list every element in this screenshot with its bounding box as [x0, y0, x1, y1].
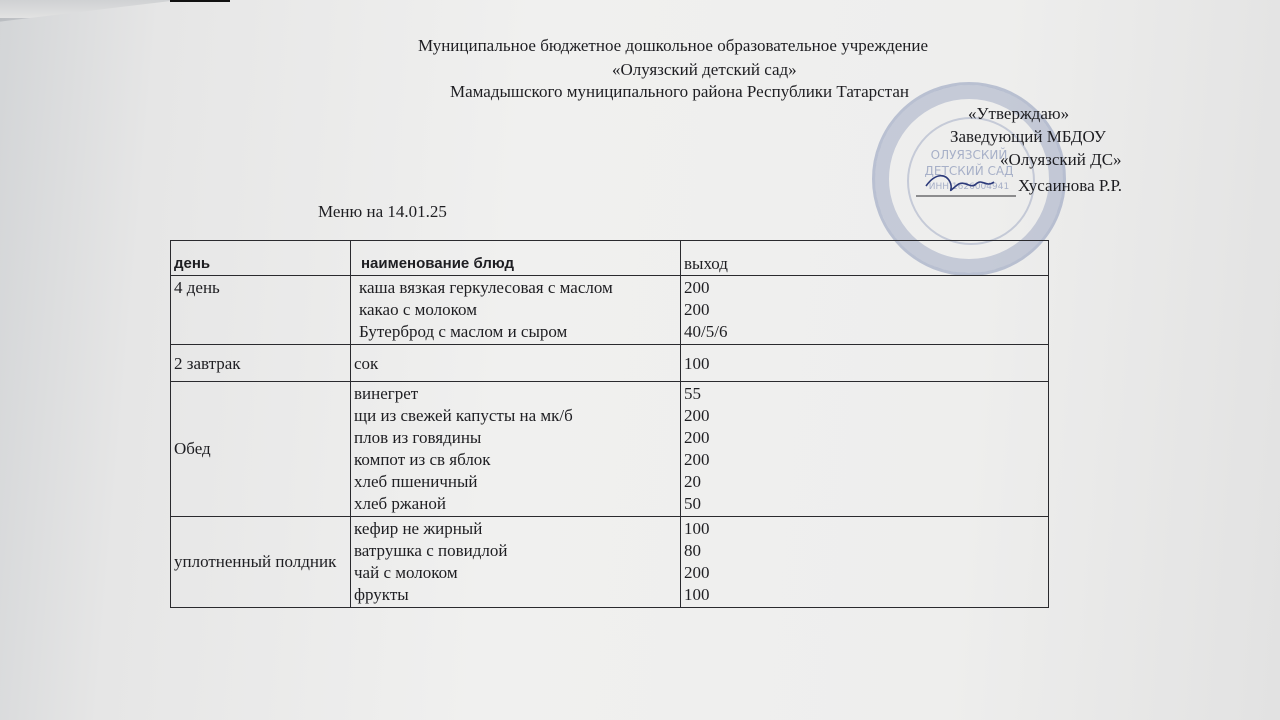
org-name-line2: «Олуязский детский сад»	[612, 60, 797, 79]
dish-item: фрукты	[354, 585, 409, 604]
dish-item: ватрушка с повидлой	[354, 541, 508, 560]
table-row	[171, 517, 1049, 608]
meal-name: 4 день	[171, 276, 351, 345]
portion-value: 200	[684, 300, 710, 319]
dish-item: хлеб пшеничный	[354, 472, 478, 491]
table-header-row	[171, 241, 1049, 276]
portion-value: 200	[684, 428, 710, 447]
meal-name: уплотненный полдник	[171, 517, 351, 608]
portion-value: 200	[684, 278, 710, 297]
portion-value: 200	[684, 406, 710, 425]
dish-item: плов из говядины	[354, 428, 482, 447]
signature	[916, 168, 1026, 202]
portion-value: 100	[684, 354, 710, 373]
dish-list	[351, 382, 681, 517]
header-portion: выход	[681, 241, 1049, 276]
approval-line2: Заведующий МБДОУ	[950, 127, 1106, 146]
approval-line1: «Утверждаю»	[968, 104, 1070, 123]
org-name-line1: Муниципальное бюджетное дошкольное образовательное учреждение	[418, 36, 928, 55]
dish-item: щи из свежей капусты на мк/б	[354, 406, 573, 425]
dish-item: каша вязкая геркулесовая с маслом	[359, 278, 613, 297]
dish-list	[351, 276, 681, 345]
dish-item: Бутерброд с маслом и сыром	[359, 322, 568, 341]
dish-item: винегрет	[354, 384, 419, 403]
header-dish-name: наименование блюд	[351, 241, 681, 276]
meal-name: 2 завтрак	[171, 345, 351, 382]
dish-item: хлеб ржаной	[354, 494, 446, 513]
org-name-line3: Мамадышского муниципального района Республики Татарстан	[450, 82, 909, 101]
paper-edge	[170, 0, 230, 2]
portion-list	[681, 517, 1049, 608]
portion-list	[681, 276, 1049, 345]
dish-item: кефир не жирный	[354, 519, 483, 538]
header-day: день	[171, 241, 351, 276]
menu-table	[170, 240, 1049, 608]
menu-title: Меню на 14.01.25	[318, 202, 447, 221]
meal-name: Обед	[171, 382, 351, 517]
portion-list	[681, 345, 1049, 382]
dish-item: компот из св яблок	[354, 450, 491, 469]
dish-item: сок	[354, 354, 379, 373]
table-row	[171, 345, 1049, 382]
show-through	[355, 110, 359, 127]
portion-value: 40/5/6	[684, 322, 728, 341]
portion-value: 50	[684, 494, 701, 513]
dish-item: какао с молоком	[359, 300, 477, 319]
dish-list	[351, 345, 681, 382]
stamp-text: ОЛУЯЗСКИЙ ДЕТСКИЙ САД ИНН 1626004941	[924, 148, 1014, 192]
table-row	[171, 276, 1049, 345]
portion-value: 20	[684, 472, 701, 491]
approval-signer: Хусаинова Р.Р.	[1018, 176, 1123, 195]
portion-list	[681, 382, 1049, 517]
portion-value: 55	[684, 384, 701, 403]
dish-item: чай с молоком	[354, 563, 458, 582]
portion-value: 200	[684, 450, 710, 469]
dish-list	[351, 517, 681, 608]
portion-value: 80	[684, 541, 701, 560]
portion-value: 100	[684, 519, 710, 538]
portion-value: 100	[684, 585, 710, 604]
approval-line3: «Олуязский ДС»	[1000, 150, 1122, 169]
table-row	[171, 382, 1049, 517]
portion-value: 200	[684, 563, 710, 582]
